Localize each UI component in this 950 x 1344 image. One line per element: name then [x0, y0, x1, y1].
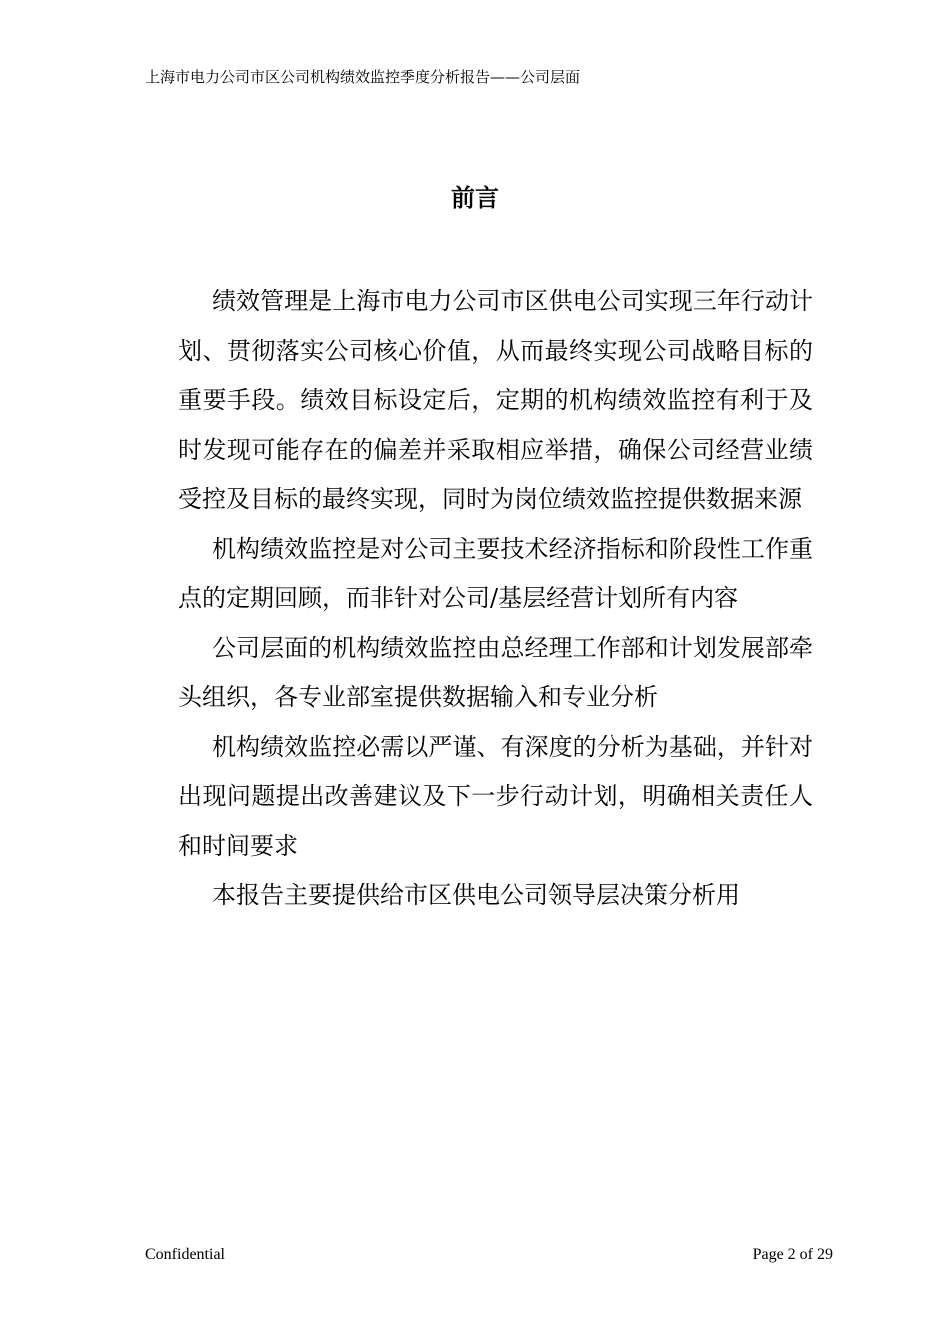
footer-confidential: Confidential — [145, 1246, 225, 1263]
paragraph-2: 机构绩效监控是对公司主要技术经济指标和阶段性工作重点的定期回顾，而非针对公司/基层经营计划所有内容 — [178, 534, 813, 612]
paragraph-5: 本报告主要提供给市区供电公司领导层决策分析用 — [212, 881, 740, 909]
body-text — [178, 277, 813, 921]
paragraph-1: 绩效管理是上海市电力公司市区供电公司实现三年行动计划、贯彻落实公司核心价值，从而最终实现公司战略目标的重要手段。绩效目标设定后，定期的机构绩效监控有利于及时发现可能存在的偏差并采取相应举措，确保公司经营业绩受控及目标的最终实现，同时为岗位绩效监控提供数据来源 — [178, 287, 813, 513]
footer-page-number: Page 2 of 29 — [752, 1246, 833, 1263]
page-title: 前言 — [451, 183, 499, 212]
paragraph-4: 机构绩效监控必需以严谨、有深度的分析为基础，并针对出现问题提出改善建议及下一步行动计划，明确相关责任人和时间要求 — [178, 732, 813, 860]
page-header: 上海市电力公司市区公司机构绩效监控季度分析报告——公司层面 — [145, 68, 581, 86]
paragraph-3: 公司层面的机构绩效监控由总经理工作部和计划发展部牵头组织，各专业部室提供数据输入和专业分析 — [178, 633, 813, 711]
